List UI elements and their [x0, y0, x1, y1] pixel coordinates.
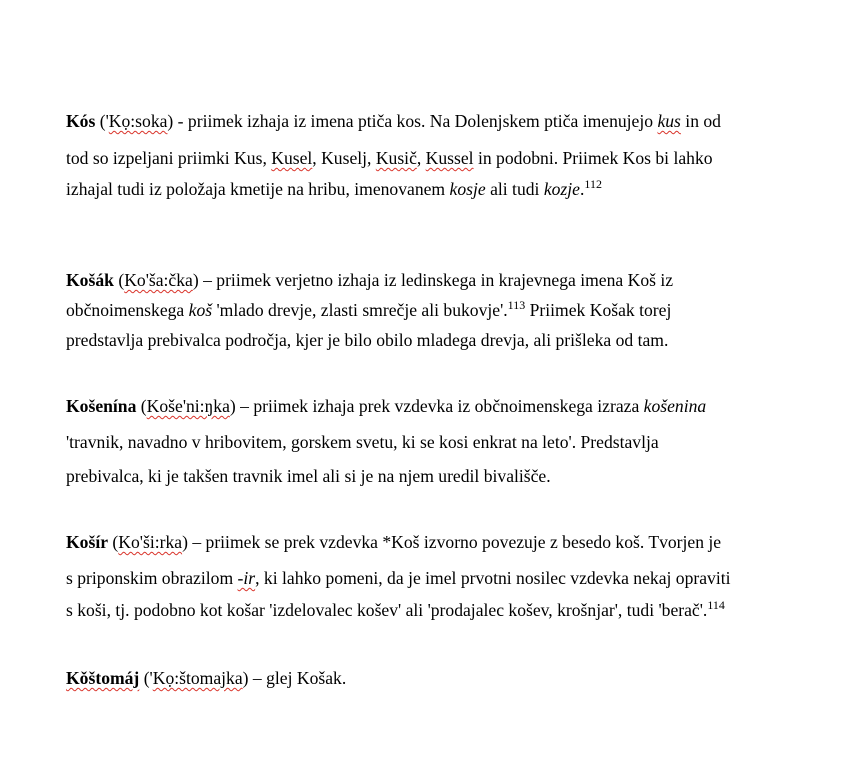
entry-kosir-line-3: s koši, tj. podobno kot košar 'izdelovalec košev' ali 'prodajalec košev, krošnjar', tudi 'berač'.$^{114}$ [66, 598, 725, 620]
entry-kos-line-3: izhajal tudi iz položaja kmetije na hribu, imenovanem kosje ali tudi kozje.$^{112}$ [66, 177, 602, 199]
entry-kosak-line-1: Košák (Ko'ša:čka) – priimek verjetno izhaja iz ledinskega in krajevnega imena Koš iz [66, 270, 674, 290]
entry-kos-line-1: Kós ('Kọ:soka) - priimek izhaja iz imena ptiča kos. Na Dolenjskem ptiča imenujejo kus in od [66, 111, 721, 131]
entry-kosir-line-1: Košír (Ko'ši:rka) – priimek se prek vzdevka *Koš izvorno povezuje z besedo koš. Tvorjen je [66, 532, 722, 552]
entry-kosak-line-3: predstavlja prebivalca področja, kjer je bilo obilo mladega drevja, ali prišleka od tam. [66, 330, 669, 350]
entry-kosenina-line-1: Košenína (Koše'ni:ŋka) – priimek izhaja prek vzdevka iz občnoimenskega izraza košenina [66, 396, 707, 416]
headword: Kós [66, 111, 96, 131]
headword: Košák [66, 270, 114, 290]
headword: Košenína [66, 396, 137, 416]
pronunciation: Ko'ša:čka [124, 270, 193, 290]
pronunciation: Kọ:štomajka [152, 668, 243, 688]
footnote-ref[interactable]: 113 [507, 298, 526, 312]
footnote-ref[interactable]: 114 [707, 598, 725, 612]
entry-kosir-line-2: s priponskim obrazilom -ir, ki lahko pomeni, da je imel prvotni nosilec vzdevka nekaj opraviti [66, 568, 731, 588]
entry-kosenina-line-2: 'travnik, navadno v hribovitem, gorskem svetu, ki se kosi enkrat na leto'. Predstavlja [66, 432, 659, 452]
headword: Kǒštomáj [66, 668, 140, 688]
entry-kostomaj-line-1: Kǒštomáj ('Kọ:štomajka) – glej Košak. [66, 668, 347, 688]
entry-kosenina-line-3: prebivalca, ki je takšen travnik imel ali si je na njem uredil bivališče. [66, 466, 551, 486]
entry-kos-line-2: tod so izpeljani priimki Kus, Kusel, Kuselj, Kusič, Kussel in podobni. Priimek Kos bi lahko [66, 148, 713, 168]
pronunciation: Ko'ši:rka [118, 532, 183, 552]
pronunciation: Kọ:soka [108, 111, 168, 131]
headword: Košír [66, 532, 109, 552]
entry-kosak-line-2: občnoimenskega koš 'mlado drevje, zlasti smrečje ali bukovje'.$^{113}$ Priimek Košak torej [66, 298, 672, 320]
footnote-ref[interactable]: 112 [584, 177, 602, 191]
pronunciation: Koše'ni:ŋka [146, 396, 230, 416]
